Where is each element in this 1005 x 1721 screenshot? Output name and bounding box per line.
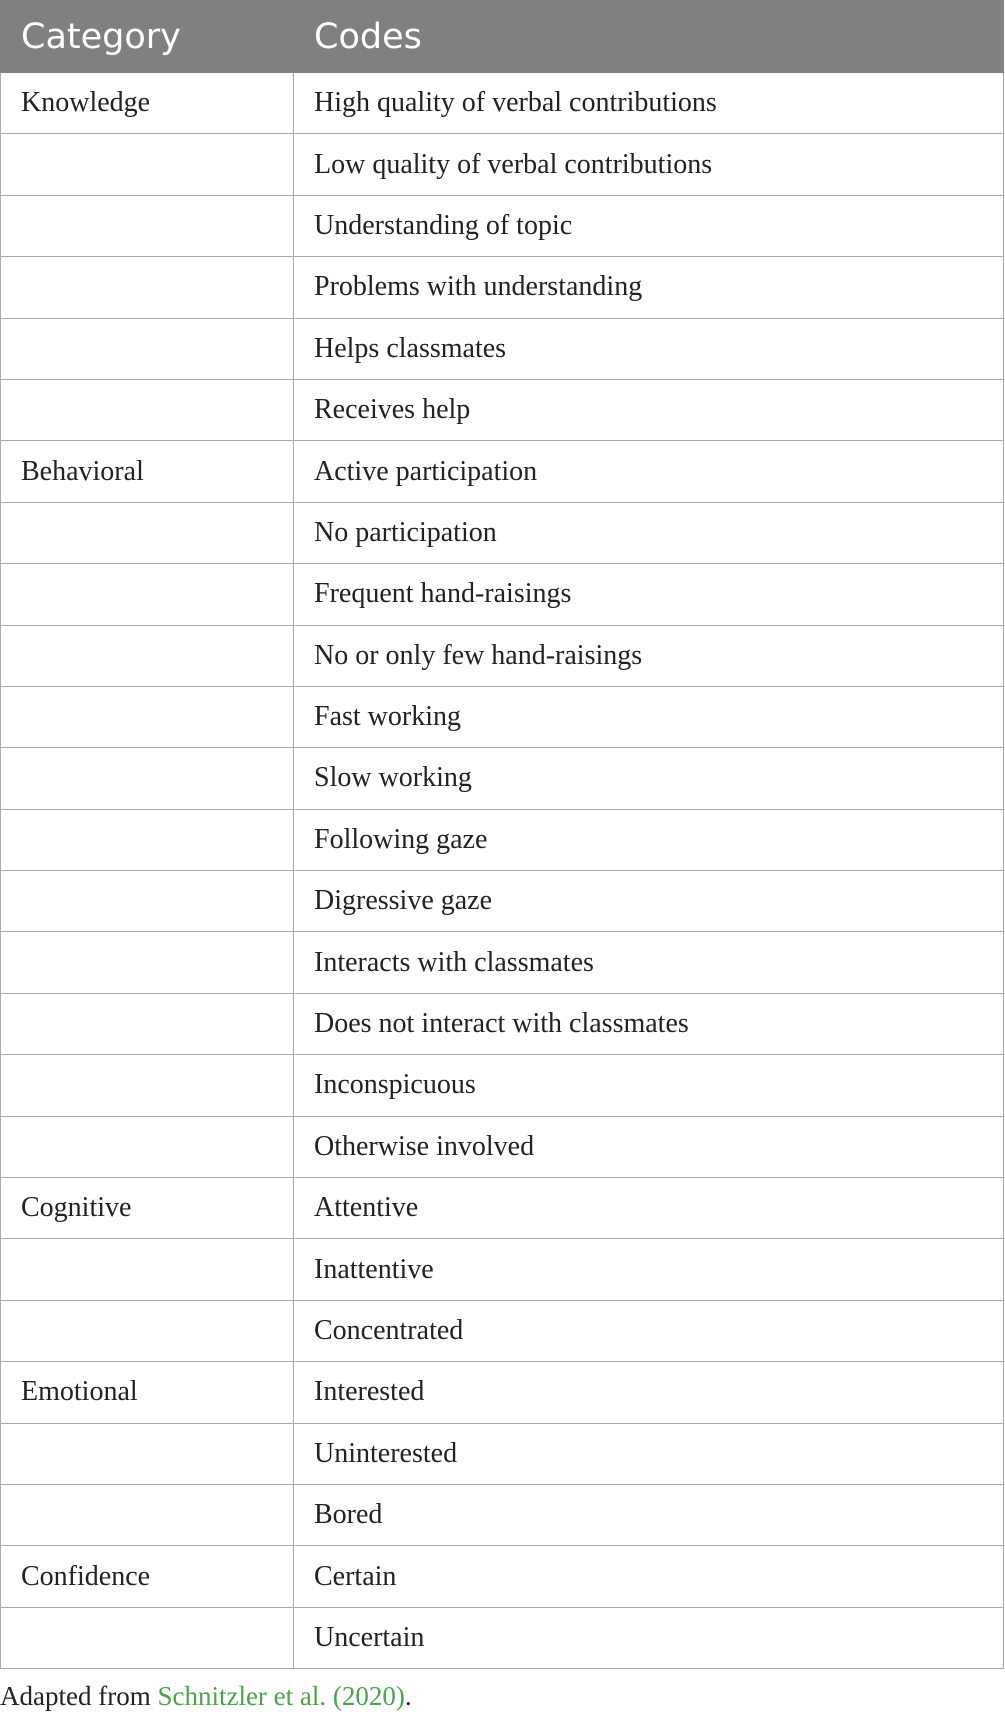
table-row <box>1 1178 1004 1239</box>
table-row <box>1 993 1004 1054</box>
category-cell <box>1 809 294 870</box>
code-cell: Interacts with classmates <box>294 932 1004 993</box>
category-cell <box>1 195 294 256</box>
table-row <box>1 1300 1004 1361</box>
code-cell: Bored <box>294 1484 1004 1545</box>
table-row <box>1 1546 1004 1607</box>
category-cell <box>1 379 294 440</box>
table-row <box>1 318 1004 379</box>
category-cell <box>1 993 294 1054</box>
table-body <box>1 73 1004 1669</box>
table-row <box>1 1423 1004 1484</box>
code-cell: Frequent hand-raisings <box>294 564 1004 625</box>
code-cell: No or only few hand-raisings <box>294 625 1004 686</box>
table-row <box>1 1116 1004 1177</box>
table-row <box>1 809 1004 870</box>
category-cell: Emotional <box>1 1362 294 1423</box>
code-cell: Interested <box>294 1362 1004 1423</box>
code-cell: Helps classmates <box>294 318 1004 379</box>
code-cell: Slow working <box>294 748 1004 809</box>
table-row <box>1 73 1004 134</box>
code-cell: Uninterested <box>294 1423 1004 1484</box>
code-cell: Fast working <box>294 686 1004 747</box>
table-row <box>1 195 1004 256</box>
table-row <box>1 625 1004 686</box>
category-cell: Confidence <box>1 1546 294 1607</box>
code-cell: Following gaze <box>294 809 1004 870</box>
category-cell <box>1 1239 294 1300</box>
table-row <box>1 686 1004 747</box>
category-cell <box>1 318 294 379</box>
code-cell: Digressive gaze <box>294 871 1004 932</box>
header-row <box>1 1 1004 73</box>
table-footnote <box>0 1669 1005 1712</box>
citation-link[interactable]: Schnitzler et al. (2020) <box>157 1681 405 1712</box>
table-row <box>1 564 1004 625</box>
code-cell: Problems with understanding <box>294 257 1004 318</box>
footnote-prefix: Adapted from <box>0 1681 158 1712</box>
header-codes: Codes <box>294 1 1004 73</box>
code-cell: Receives help <box>294 379 1004 440</box>
category-cell <box>1 871 294 932</box>
table-row <box>1 932 1004 993</box>
code-cell: Otherwise involved <box>294 1116 1004 1177</box>
category-cell: Behavioral <box>1 441 294 502</box>
table-row <box>1 379 1004 440</box>
code-cell: High quality of verbal contributions <box>294 73 1004 134</box>
category-cell <box>1 1300 294 1361</box>
category-cell <box>1 686 294 747</box>
code-cell: Understanding of topic <box>294 195 1004 256</box>
code-cell: Does not interact with classmates <box>294 993 1004 1054</box>
category-cell <box>1 1484 294 1545</box>
code-cell: No participation <box>294 502 1004 563</box>
category-cell <box>1 502 294 563</box>
table-row <box>1 441 1004 502</box>
category-cell: Knowledge <box>1 73 294 134</box>
table-row <box>1 1607 1004 1668</box>
table-row <box>1 748 1004 809</box>
table-row <box>1 502 1004 563</box>
category-cell <box>1 257 294 318</box>
code-cell: Inconspicuous <box>294 1055 1004 1116</box>
table-row <box>1 871 1004 932</box>
header-category: Category <box>1 1 294 73</box>
category-cell <box>1 1607 294 1668</box>
category-cell <box>1 134 294 195</box>
table-row <box>1 1362 1004 1423</box>
code-cell: Low quality of verbal contributions <box>294 134 1004 195</box>
code-cell: Uncertain <box>294 1607 1004 1668</box>
table-row <box>1 1239 1004 1300</box>
category-cell: Cognitive <box>1 1178 294 1239</box>
category-cell <box>1 564 294 625</box>
category-cell <box>1 1116 294 1177</box>
table-row <box>1 1484 1004 1545</box>
table-row <box>1 134 1004 195</box>
code-cell: Concentrated <box>294 1300 1004 1361</box>
category-cell <box>1 748 294 809</box>
code-cell: Certain <box>294 1546 1004 1607</box>
table-header <box>1 1 1004 73</box>
code-cell: Attentive <box>294 1178 1004 1239</box>
code-cell: Inattentive <box>294 1239 1004 1300</box>
code-cell: Active participation <box>294 441 1004 502</box>
table-row <box>1 1055 1004 1116</box>
category-cell <box>1 625 294 686</box>
footnote-suffix: . <box>404 1681 412 1712</box>
category-cell <box>1 932 294 993</box>
category-cell <box>1 1055 294 1116</box>
table-row <box>1 257 1004 318</box>
category-cell <box>1 1423 294 1484</box>
